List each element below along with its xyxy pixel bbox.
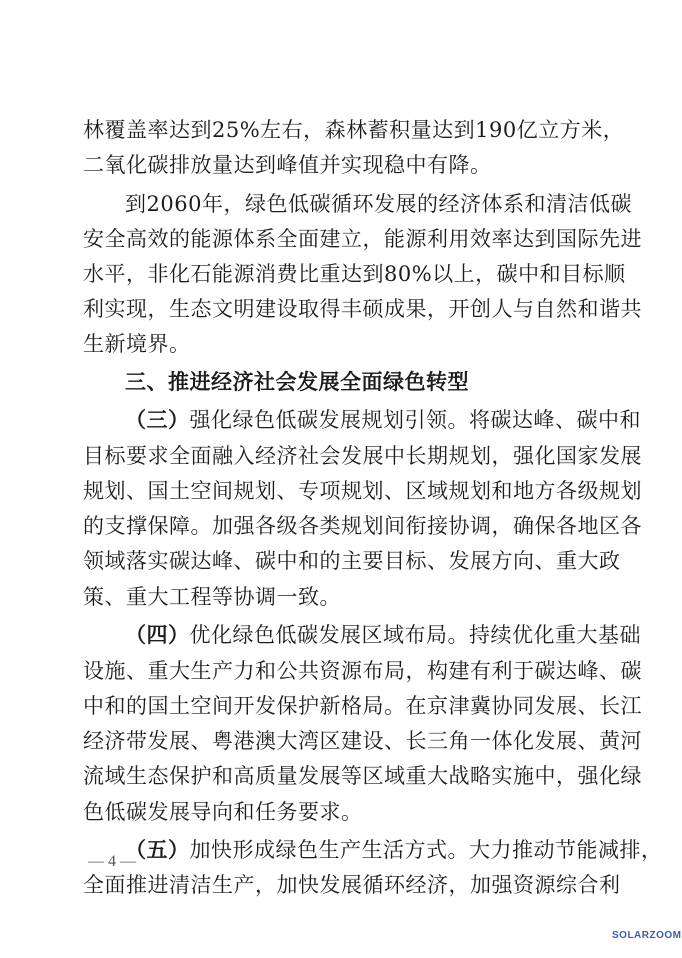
body-line: 生新境界。	[83, 332, 191, 356]
section-heading: 三、推进经济社会发展全面绿色转型	[125, 370, 469, 394]
body-line: 全面推进清洁生产，加快发展循环经济，加强资源综合利	[83, 873, 621, 897]
body-line: 二氧化碳排放量达到峰值并实现稳中有降。	[83, 153, 492, 177]
body-line: 目标要求全面融入经济社会发展中长期规划，强化国家发展	[83, 444, 642, 468]
body-line: 设施、重大生产力和公共资源布局，构建有利于碳达峰、碳	[83, 659, 642, 683]
body-line: 的支撑保障。加强各级各类规划间衔接协调，确保各地区各	[83, 514, 642, 538]
body-line: 策、重大工程等协调一致。	[83, 585, 341, 609]
page-number: — 4 —	[88, 853, 136, 870]
body-line: 流域生态保护和高质量发展等区域重大战略实施中，强化绿	[83, 764, 642, 788]
body-line: 到2060年，绿色低碳循环发展的经济体系和清洁低碳	[125, 192, 632, 216]
watermark-logo: SOLARZOOM	[612, 930, 682, 941]
body-line: 规划、国土空间规划、专项规划、区域规划和地方各级规划	[83, 479, 642, 503]
body-line: 安全高效的能源体系全面建立，能源利用效率达到国际先进	[83, 227, 642, 251]
subsection-text: 加快形成绿色生产生活方式。大力推动节能减排，	[189, 838, 663, 862]
body-line: 中和的国土空间开发保护新格局。在京津冀协同发展、长江	[83, 694, 642, 718]
body-line	[125, 620, 641, 650]
body-line	[125, 405, 641, 435]
body-line: 林覆盖率达到25%左右，森林蓄积量达到190亿立方米，	[83, 118, 625, 142]
body-line: 经济带发展、粤港澳大湾区建设、长三角一体化发展、黄河	[83, 729, 642, 753]
subsection-marker: （四）	[125, 623, 190, 647]
subsection-marker: （五）	[125, 838, 190, 862]
body-line: 领域落实碳达峰、碳中和的主要目标、发展方向、重大政	[83, 549, 621, 573]
subsection-marker: （三）	[125, 408, 190, 432]
body-line: 水平，非化石能源消费比重达到80%以上，碳中和目标顺	[83, 262, 626, 286]
subsection-text: 优化绿色低碳发展区域布局。持续优化重大基础	[189, 623, 641, 647]
body-line: 利实现，生态文明建设取得丰硕成果，开创人与自然和谐共	[83, 297, 642, 321]
subsection-text: 强化绿色低碳发展规划引领。将碳达峰、碳中和	[189, 408, 641, 432]
body-line: 色低碳发展导向和任务要求。	[83, 800, 363, 824]
body-line	[125, 835, 663, 865]
